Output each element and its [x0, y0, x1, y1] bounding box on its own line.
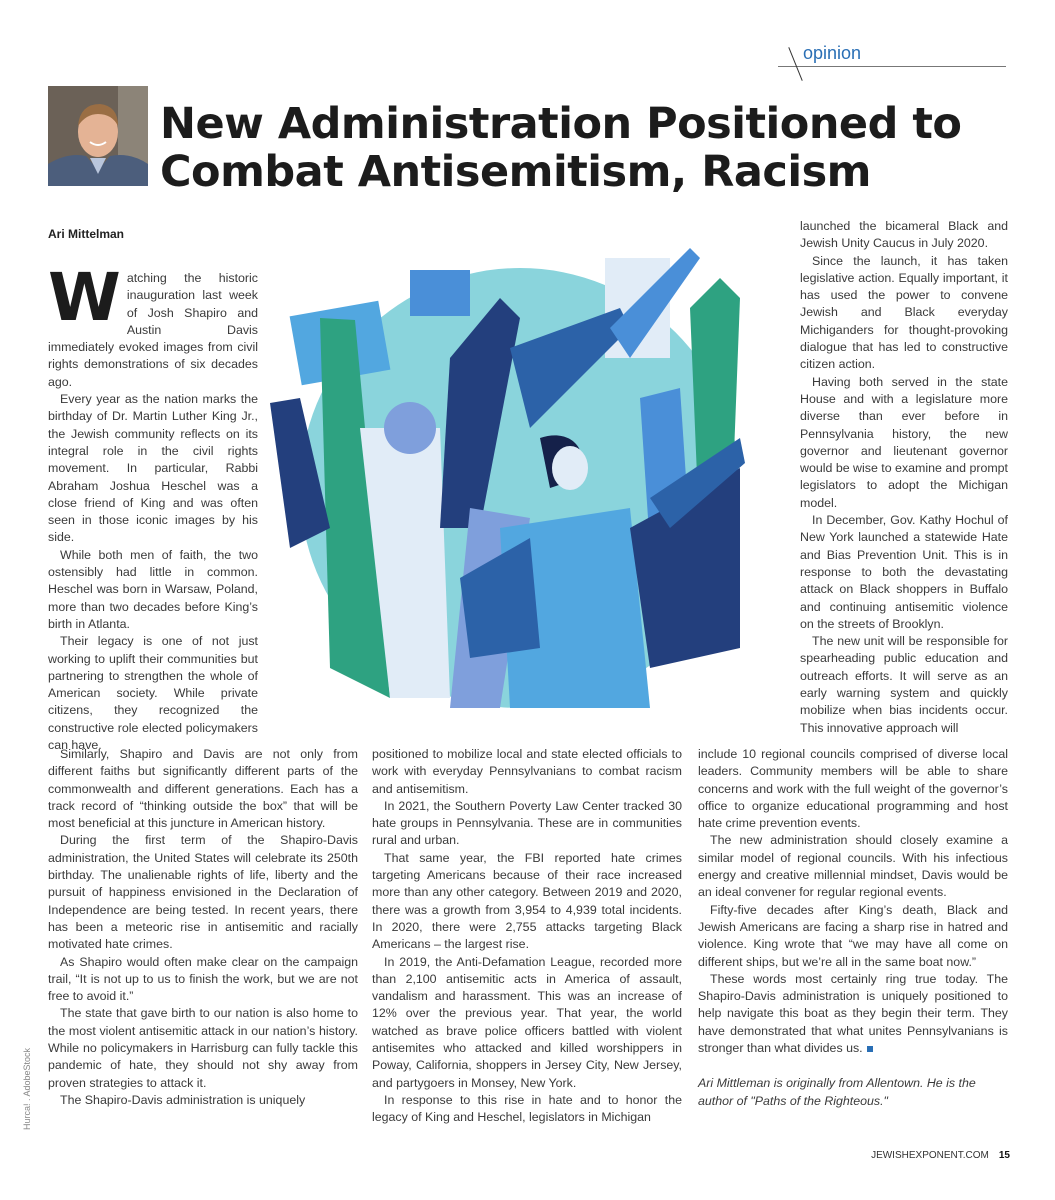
page-footer [871, 1150, 1010, 1161]
paragraph-6: During the first term of the Shapiro-Davis administration, the United States will celebrate its 250th birthday. The unalienable rights of life, liberty and the pursuit of happiness envisioned in the Declaration of Independence are being tested. In recent years, there has been a meteoric rise in antisemitic and racially motivated hate crimes. [48, 833, 358, 952]
paragraph-5: Similarly, Shapiro and Davis are not only from different faiths but significantly different parts of the commonwealth and different generations. Each has a track record of “thinking outside the box” that will be most beneficial at this juncture in American history. [48, 747, 358, 831]
paragraph-19: Fifty-five decades after King’s death, Black and Jewish Americans are facing a sharp rise in hatred and violence. King wrote that “we may have all come on different ships, but we’re all in the same boat now.” [698, 902, 1008, 969]
paragraph-4: Their legacy is one of not just working to uplift their communities but partnering to strengthen the whole of American society. While private citizens, they recognized the constructive role elected policymakers can have. [48, 634, 258, 753]
paragraph-7: As Shapiro would often make clear on the campaign trail, “It is not up to us to finish the work, but we are not free to avoid it.” [48, 954, 358, 1004]
dropcap: W [48, 259, 121, 336]
column-3-top [800, 218, 1008, 737]
paragraph-9a: The Shapiro-Davis administration is uniquely [60, 1092, 306, 1107]
headline: New Administration Positioned to Combat Antisemitism, Racism [160, 99, 962, 197]
paragraph-12: In 2019, the Anti-Defamation League, recorded more than 2,100 antisemitic acts in America of assault, vandalism and harassment. This was an increase of 12% over the previous year. That year, the world watched as brave police officers battled with violent antisemites who attacked and killed worshippers in Poway, California, shoppers in Jersey City, New Jersey, and partygoers in Monsey, New York. [372, 954, 682, 1090]
section-rule [778, 66, 1006, 67]
paragraph-18: The new administration should closely examine a similar model of regional councils. With his infectious energy and creative millennial mindset, Davis would be an ideal convener for regular regional events. [698, 833, 1008, 900]
author-portrait [48, 86, 148, 186]
paragraph-1: Watching the historic inauguration last week of Josh Shapiro and Austin Davis immediately evoked images from civil rights demonstrations of six decades ago. [48, 259, 258, 389]
section-tag [770, 40, 1010, 80]
crowd-illustration [270, 228, 750, 728]
paragraph-14: Since the launch, it has taken legislative action. Equally important, it has used the power to convene Jewish and Black everyday Michiganders for thought-provoking dialogue that has led to constructive citizen action. [800, 253, 1008, 372]
section-label: opinion [803, 43, 862, 63]
paragraph-17b: include 10 regional councils comprised of diverse local leaders. Community members will be able to share concerns and work with the full weight of the governor’s office to organize educational programming and host hate crime prevention events. [698, 747, 1008, 831]
paragraph-9b: positioned to mobilize local and state elected officials to work with everyday Pennsylvanians to combat racism and antisemitism. [372, 747, 682, 796]
paragraph-20: These words most certainly ring true today. The Shapiro-Davis administration is uniquely positioned to help navigate this boat as they begin their term. They have demonstrated that what unites Pennsylvanians is stronger than what divides us. [698, 971, 1008, 1056]
column-2-bottom [372, 746, 682, 1127]
byline: Ari Mittelman [48, 227, 125, 241]
paragraph-17a: The new unit will be responsible for spearheading public education and outreach efforts. It will serve as an early warning system and quickly mobilize when bias incidents occur. This innovative approach will [800, 634, 1008, 735]
paragraph-8: The state that gave birth to our nation is also home to the most violent antisemitic attack in our nation’s history. While no policymakers in Harrisburg can fully tackle this pandemic of hate, they should not shy away from proven strategies to attack it. [48, 1006, 358, 1090]
photo-credit: Hurca! . AdobeStock [22, 1047, 32, 1130]
paragraph-15: Having both served in the state House and with a legislature more diverse than ever before in Pennsylvania history, the new governor and lieutenant governor would be wise to examine and prompt legislators to adopt the Michigan model. [800, 374, 1009, 510]
paragraph-13b: launched the bicameral Black and Jewish Unity Caucus in July 2020. [800, 219, 1008, 251]
paragraph-13a: In response to this rise in hate and to honor the legacy of King and Heschel, legislators in Michigan [372, 1092, 682, 1125]
column-1-top [48, 259, 258, 754]
end-mark-icon [867, 1046, 873, 1052]
footer-site: JEWISHEXPONENT.COM [871, 1150, 989, 1161]
paragraph-11: That same year, the FBI reported hate crimes targeting Americans because of their race increased more than any other category. Between 2019 and 2020, there was a growth from 3,954 to 4,939 total incidents. In 2020, there were 2,755 attacks targeting Black Americans – the largest rise. [372, 850, 682, 952]
section-slash [788, 47, 802, 81]
author-bio: Ari Mittleman is originally from Allentown. He is the author of "Paths of the Righteous." [698, 1076, 976, 1108]
paragraph-2: Every year as the nation marks the birthday of Dr. Martin Luther King Jr., the Jewish community reflects on its integral role in the civil rights movement. In particular, Rabbi Abraham Joshua Heschel was a close friend of King and was often seen in those iconic images by his side. [48, 392, 258, 545]
column-3-bottom [698, 746, 1008, 1110]
page-number: 15 [998, 1150, 1010, 1161]
paragraph-10: In 2021, the Southern Poverty Law Center tracked 30 hate groups in Pennsylvania. These are in communities rural and urban. [372, 798, 682, 848]
paragraph-16: In December, Gov. Kathy Hochul of New York launched a statewide Hate and Bias Prevention Unit. This is in response to both the devastating attack on Black shoppers in Buffalo and continuing antisemitic violence on the streets of Brooklyn. [800, 513, 1008, 631]
column-1-bottom [48, 746, 358, 1109]
paragraph-3: While both men of faith, the two ostensibly had little in common. Heschel was born in Warsaw, Poland, more than two decades before King’s birth in Atlanta. [48, 547, 258, 631]
